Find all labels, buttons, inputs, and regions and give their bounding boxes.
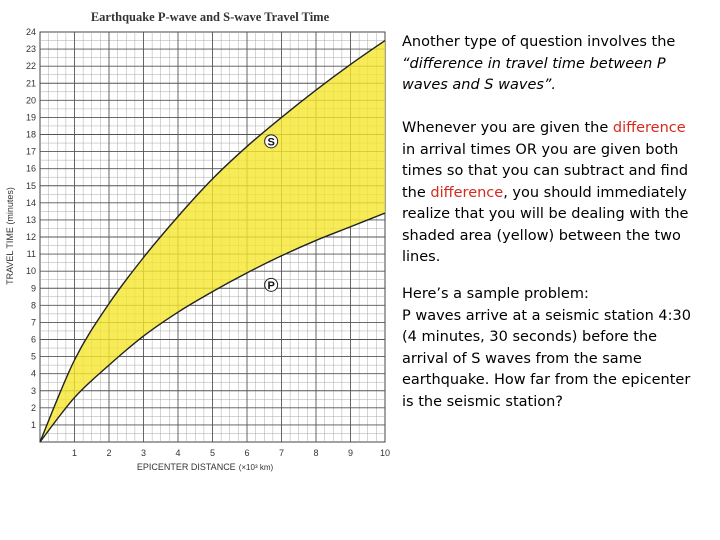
y-axis-label: TRAVEL TIME (minutes): [5, 187, 15, 285]
y-tick-label: 20: [25, 95, 36, 106]
x-tick-label: 1: [71, 448, 78, 458]
y-tick-label: 8: [30, 300, 36, 311]
y-tick-label: 15: [25, 180, 36, 191]
x-tick-label: 6: [244, 448, 250, 458]
y-tick-label: 23: [25, 44, 36, 55]
x-axis-label: [137, 462, 274, 472]
difference-highlight-2: difference: [430, 184, 504, 201]
sample-problem-paragraph: [402, 284, 702, 413]
x-tick-label: 2: [106, 448, 112, 458]
y-tick-label: 19: [25, 112, 36, 123]
y-tick-labels: [26, 27, 36, 430]
x-tick-labels: [72, 448, 390, 458]
difference-highlight-1: difference: [612, 120, 686, 136]
explanation-text-b: in arrival times OR you are given both times so that you can subtract and find the: [402, 141, 689, 201]
y-tick-label: 21: [25, 78, 36, 89]
intro-quote-text: “difference in travel time between P waves and S waves”.: [402, 55, 666, 93]
travel-time-chart-svg: [0, 0, 395, 480]
y-tick-label: 2: [30, 402, 36, 413]
x-tick-label: 5: [209, 448, 216, 458]
y-tick-label: 6: [30, 334, 36, 345]
y-tick-label: 4: [30, 368, 36, 379]
y-tick-label: 1: [30, 419, 36, 430]
y-tick-label: 5: [30, 351, 36, 362]
x-tick-label: 3: [140, 448, 147, 458]
y-tick-label: 9: [30, 283, 36, 294]
y-tick-label: 18: [25, 129, 36, 140]
y-tick-label: 13: [25, 214, 36, 225]
x-axis-label-text: EPICENTER DISTANCE: [136, 462, 236, 472]
annotation-label-p: P: [267, 279, 275, 292]
y-tick-label: 3: [30, 385, 36, 396]
explanation-paragraph: [402, 118, 702, 269]
y-tick-label: 11: [26, 249, 36, 260]
y-tick-label: 17: [25, 146, 36, 157]
y-tick-label: 7: [30, 317, 36, 328]
explanation-text-a: Whenever you are given the: [402, 120, 613, 136]
x-tick-label: 10: [379, 448, 391, 458]
intro-paragraph: [402, 32, 702, 97]
x-tick-label: 4: [175, 448, 181, 458]
x-tick-label: 8: [313, 448, 319, 458]
annotation-label-s: S: [267, 136, 275, 149]
x-tick-label: 7: [278, 448, 285, 458]
explanation-text-c: , you should immediately realize that you will be dealing with the shaded area (yellow) between the two lines.: [402, 184, 689, 265]
y-tick-label: 22: [25, 61, 36, 72]
y-tick-label: 16: [25, 163, 36, 174]
x-axis-label-unit: (×10³ km): [238, 463, 274, 472]
y-tick-label: 14: [25, 197, 36, 208]
y-tick-label: 12: [25, 232, 36, 242]
chart-title: Earthquake P-wave and S-wave Travel Time: [90, 10, 330, 24]
sample-problem-heading: Here’s a sample problem:: [402, 286, 589, 302]
y-tick-label: 10: [25, 266, 36, 277]
y-tick-label: 24: [25, 27, 36, 37]
travel-time-chart: [0, 0, 395, 480]
sample-problem-body: P waves arrive at a seismic station 4:30 (4 minutes, 30 seconds) before the arrival of S waves from the same earthquake. How far from the epicenter is the seismic station?: [402, 307, 691, 410]
x-tick-label: 9: [347, 448, 354, 458]
intro-lead-text: Another type of question involves the: [402, 34, 676, 50]
